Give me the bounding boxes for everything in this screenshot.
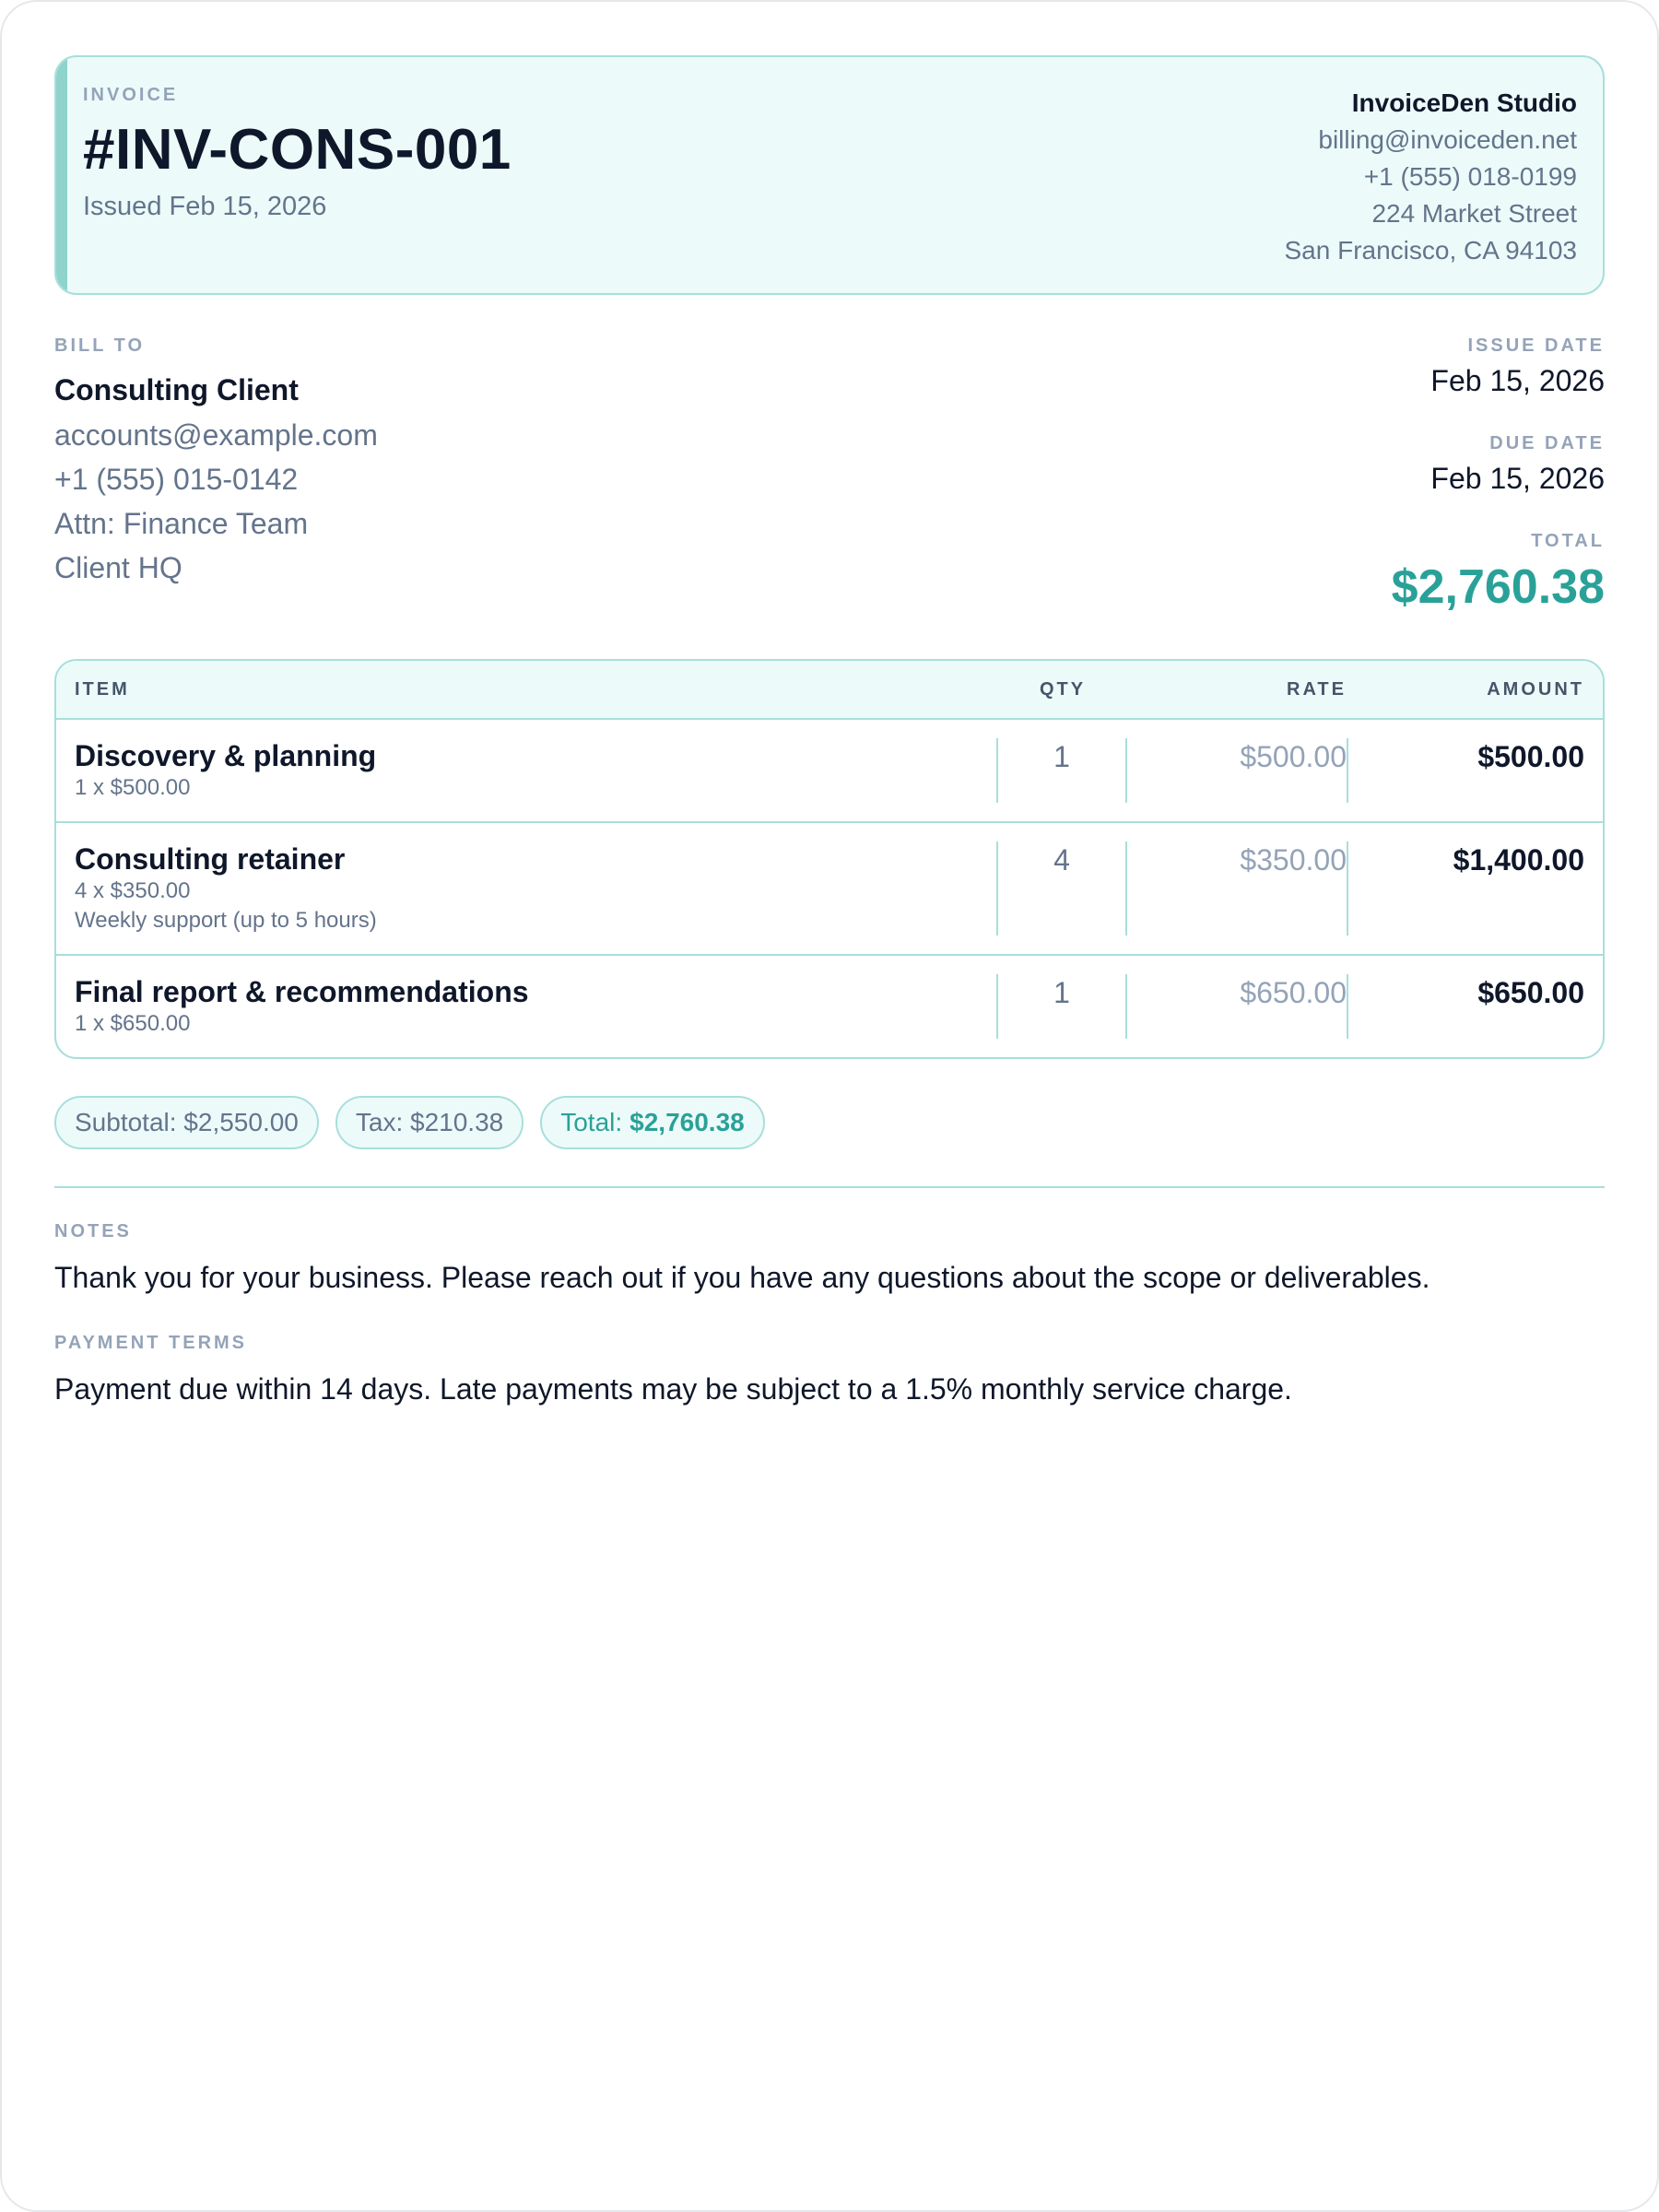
item-calc: 1 x $500.00 (75, 775, 191, 800)
due-date: Feb 15, 2026 (1430, 462, 1605, 495)
due-date-label: DUE DATE (1489, 433, 1605, 453)
item-amount: $1,400.00 (1453, 843, 1584, 877)
total-pill-label: Total: (560, 1108, 623, 1136)
issue-date: Feb 15, 2026 (1430, 364, 1605, 397)
header-item: ITEM (75, 678, 130, 700)
subtotal-pill: Subtotal: $2,550.00 (54, 1096, 319, 1149)
client-phone: +1 (555) 015-0142 (54, 463, 299, 496)
invoice-eyebrow: INVOICE (83, 85, 179, 105)
payment-terms-label: PAYMENT TERMS (54, 1333, 248, 1353)
company-phone: +1 (555) 018-0199 (1363, 162, 1577, 191)
item-amount: $650.00 (1477, 976, 1584, 1009)
line-items-table (54, 659, 1605, 1059)
item-qty: 4 (998, 841, 1127, 935)
item-calc: 1 x $650.00 (75, 1011, 191, 1036)
table-row (56, 956, 1603, 1057)
notes-section (54, 1221, 1605, 1407)
item-cell (56, 974, 998, 1039)
company-email[interactable]: billing@invoiceden.net (1318, 125, 1577, 154)
company-city: San Francisco, CA 94103 (1284, 236, 1577, 265)
invoice-header (54, 55, 1605, 295)
notes-text: Thank you for your business. Please reach out if you have any questions about the scope or deliverables. (54, 1261, 1430, 1294)
total-amount: $2,760.38 (1391, 560, 1605, 614)
company-street: 224 Market Street (1371, 199, 1577, 228)
header-accent-bar (56, 57, 67, 293)
item-cell (56, 841, 998, 935)
header-amount: AMOUNT (1487, 678, 1584, 700)
notes-label: NOTES (54, 1221, 132, 1241)
bill-to-label: BILL TO (54, 335, 146, 356)
client-location: Client HQ (54, 551, 182, 584)
total-label: TOTAL (1531, 531, 1605, 551)
item-rate: $650.00 (1127, 974, 1348, 1039)
total-pill-value: $2,760.38 (629, 1108, 745, 1136)
item-cell (56, 738, 998, 803)
invoice-meta-block (1392, 335, 1605, 615)
item-rate: $500.00 (1127, 738, 1348, 803)
invoice-number: #INV-CONS-001 (83, 118, 512, 182)
section-divider (54, 1186, 1605, 1188)
table-row (56, 720, 1603, 823)
tax-pill: Tax: $210.38 (335, 1096, 524, 1149)
item-rate: $350.00 (1127, 841, 1348, 935)
item-calc: 4 x $350.00 (75, 878, 191, 903)
company-block (1284, 57, 1603, 293)
header-qty: QTY (1039, 678, 1087, 700)
table-row (56, 823, 1603, 956)
item-name: Final report & recommendations (75, 975, 529, 1008)
item-name: Discovery & planning (75, 739, 377, 772)
summary-pills (54, 1096, 1605, 1149)
item-amount: $500.00 (1477, 740, 1584, 773)
client-name: Consulting Client (54, 373, 299, 406)
header-rate: RATE (1287, 678, 1347, 700)
issue-date-label: ISSUE DATE (1467, 335, 1605, 356)
client-attn: Attn: Finance Team (54, 507, 309, 540)
total-pill (540, 1096, 765, 1149)
item-note: Weekly support (up to 5 hours) (75, 908, 377, 933)
billing-section (54, 335, 1605, 615)
client-email[interactable]: accounts@example.com (54, 418, 378, 452)
item-qty: 1 (998, 738, 1127, 803)
invoice-issued: Issued Feb 15, 2026 (83, 192, 327, 221)
invoice-title-block (56, 57, 512, 293)
company-name: InvoiceDen Studio (1351, 88, 1577, 117)
bill-to-block (54, 335, 378, 615)
payment-terms-text: Payment due within 14 days. Late payments may be subject to a 1.5% monthly service charge. (54, 1372, 1292, 1406)
item-qty: 1 (998, 974, 1127, 1039)
table-header (56, 661, 1603, 720)
item-name: Consulting retainer (75, 842, 346, 876)
